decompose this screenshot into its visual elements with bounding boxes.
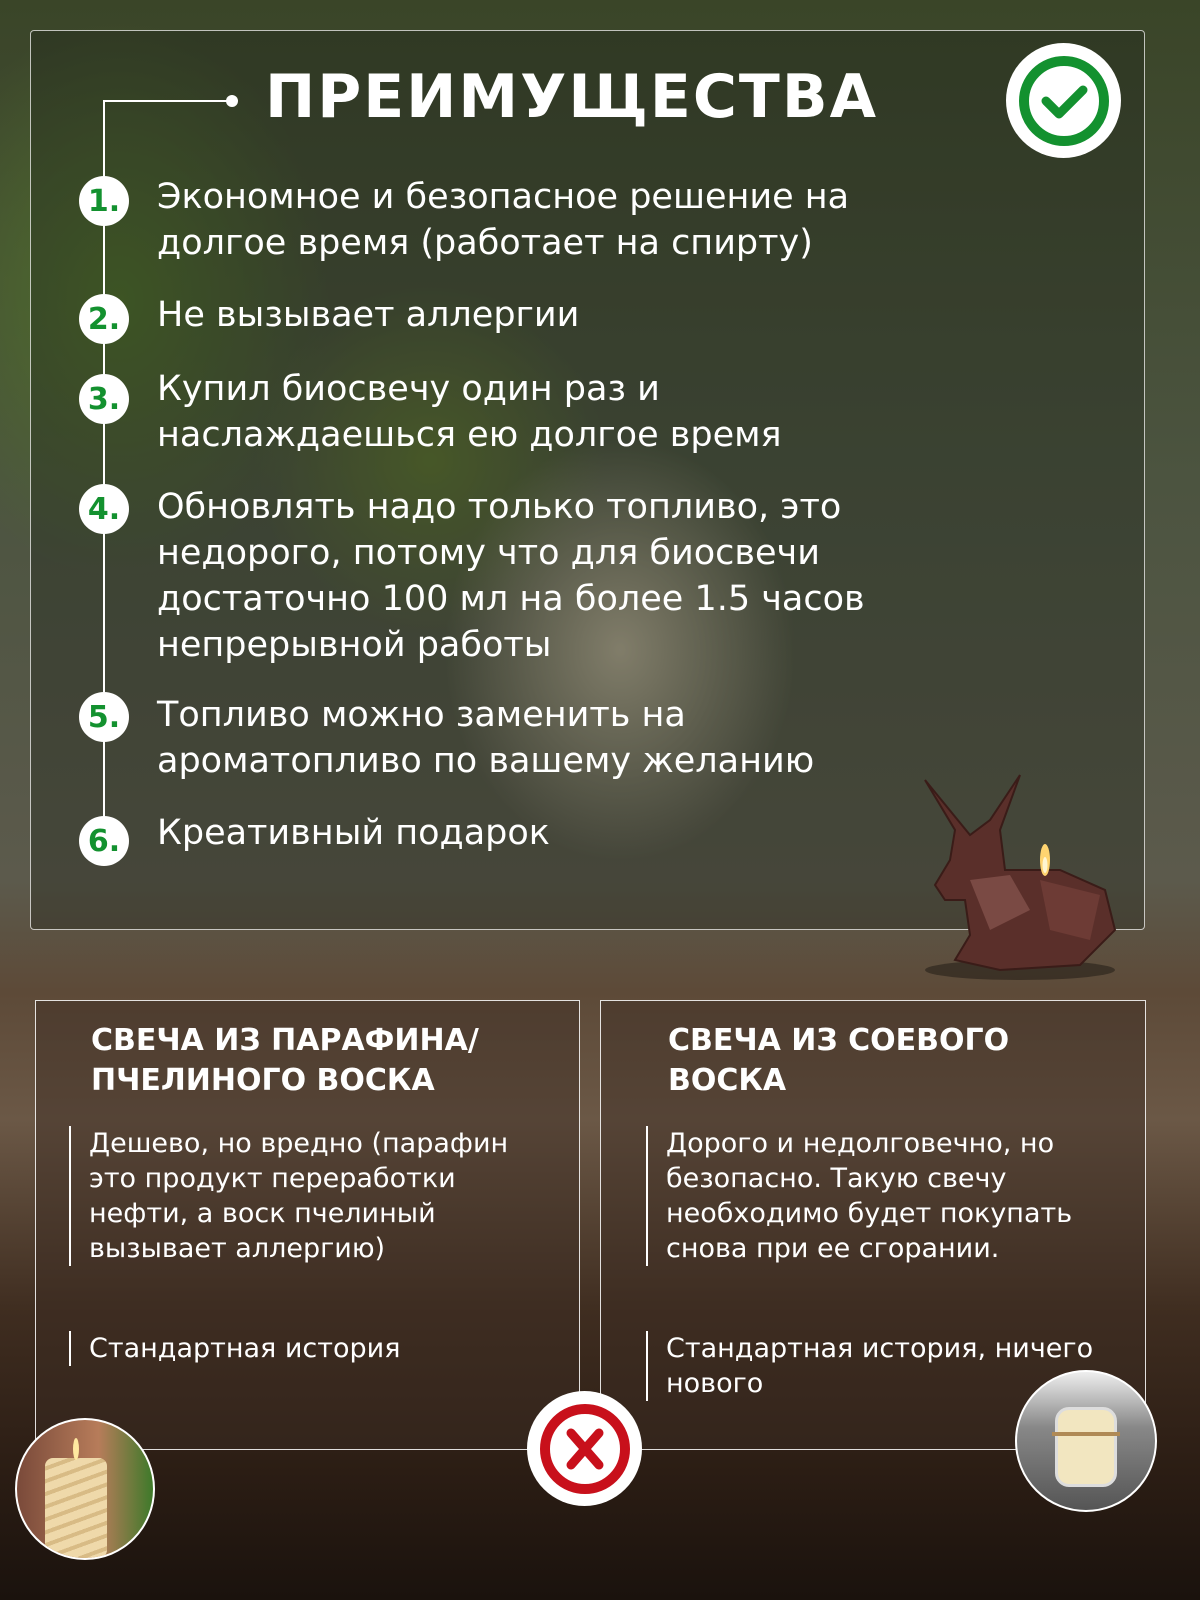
card-point: Дешево, но вредно (парафин это продукт переработки нефти, а воск пчелиный вызывает аллергию) <box>69 1126 539 1266</box>
rabbit-candle-image <box>910 770 1130 985</box>
number-badge: 6. <box>79 816 129 866</box>
number-badge: 2. <box>79 294 129 344</box>
card-heading: СВЕЧА ИЗ ПАРАФИНА/ ПЧЕЛИНОГО ВОСКА <box>91 1023 479 1098</box>
soy-candle-image <box>1015 1370 1157 1512</box>
advantage-item: Креативный подарок <box>157 813 550 853</box>
number-badge: 1. <box>79 176 129 226</box>
card-point: Стандартная история, ничего нового <box>646 1331 1106 1401</box>
timeline-connector <box>103 100 231 102</box>
check-icon <box>1006 43 1121 158</box>
advantage-item: Обновлять надо только топливо, это недорого, потому что для биосвечи достаточно 100 мл на более 1.5 часов непрерывной работы <box>157 487 865 665</box>
number-badge: 5. <box>79 692 129 742</box>
advantage-item: Экономное и безопасное решение на долгое время (работает на спирту) <box>157 177 850 263</box>
advantage-item: Купил биосвечу один раз и наслаждаешься ею долгое время <box>157 369 782 455</box>
number-badge: 4. <box>79 484 129 534</box>
page-title: ПРЕИМУЩЕСТВА <box>265 62 879 132</box>
card-point: Дорого и недолговечно, но безопасно. Такую свечу необходимо будет покупать снова при ее сгорании. <box>646 1126 1106 1266</box>
cross-icon <box>527 1391 642 1506</box>
card-heading: СВЕЧА ИЗ СОЕВОГО ВОСКА <box>668 1023 1010 1098</box>
paraffin-candle-card <box>35 1000 580 1450</box>
advantage-item: Топливо можно заменить на ароматопливо по вашему желанию <box>157 695 815 781</box>
card-point: Стандартная история <box>69 1331 539 1366</box>
number-badge: 3. <box>79 374 129 424</box>
timeline-dot <box>226 95 238 107</box>
advantage-item: Не вызывает аллергии <box>157 295 580 335</box>
paraffin-candle-image <box>15 1418 155 1560</box>
